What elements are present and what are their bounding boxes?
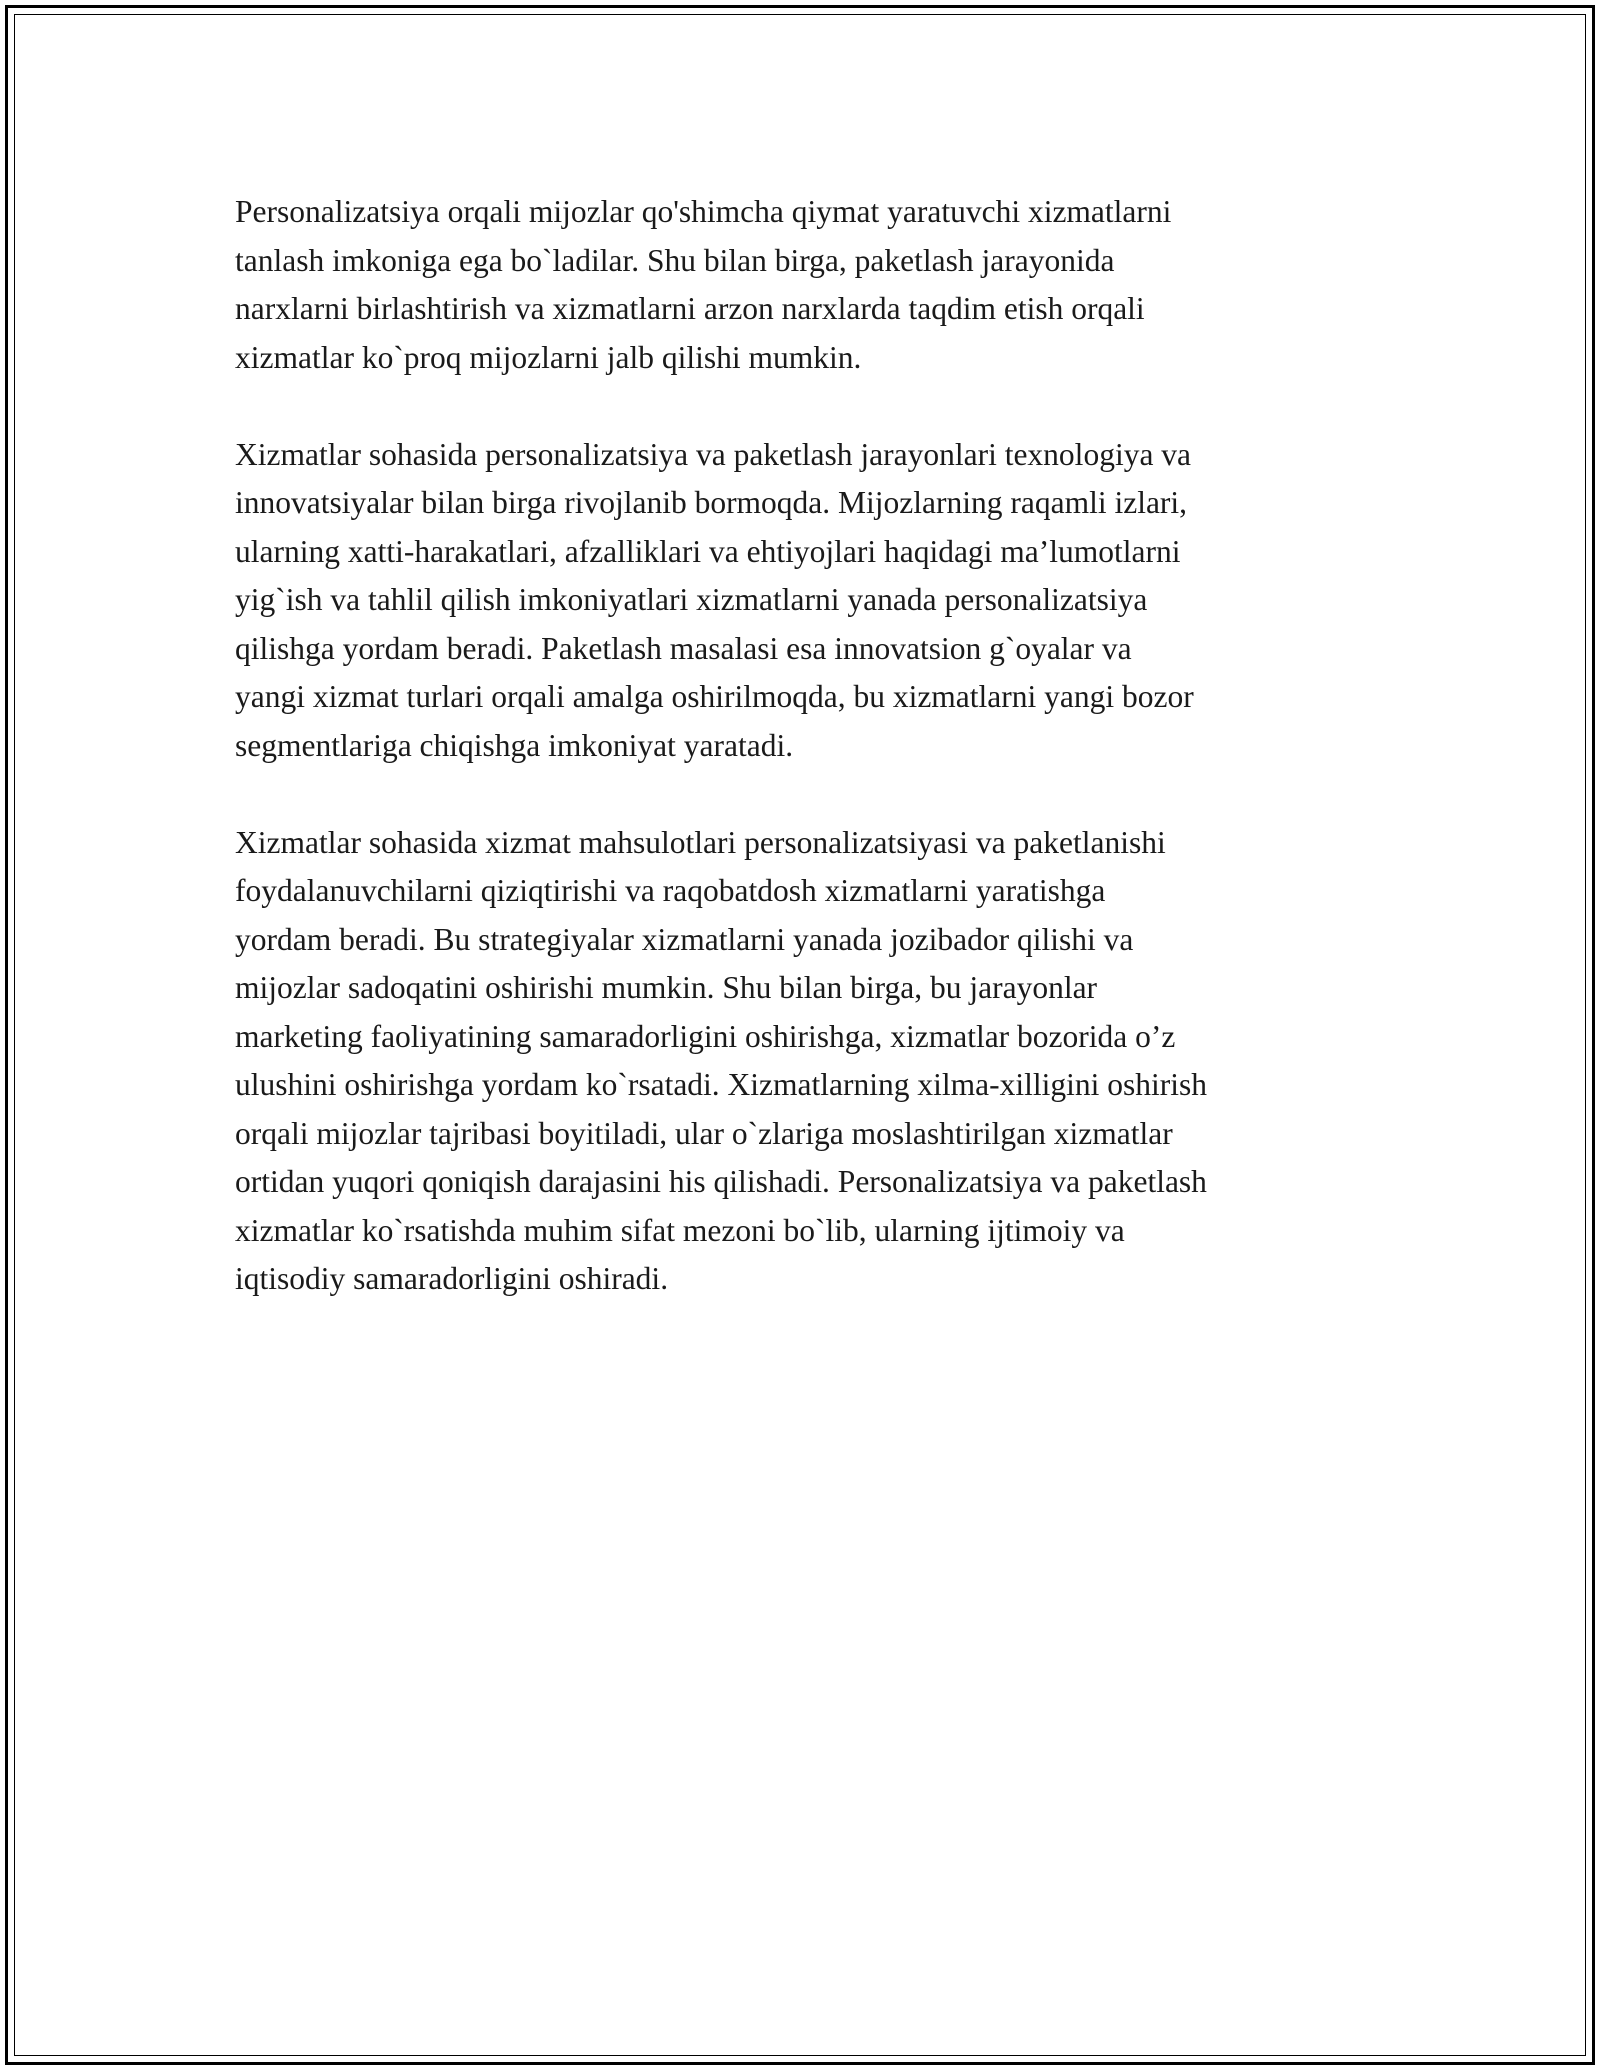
text-line: ulushini oshirishga yordam ko`rsatadi. Xizmatlarning xilma-xilligini oshirish xyxy=(235,1067,1207,1102)
text-line: narxlarni birlashtirish va xizmatlarni arzon narxlarda taqdim etish orqali xyxy=(235,291,1145,326)
paragraph-1 xyxy=(235,188,1395,382)
text-line: Personalizatsiya orqali mijozlar qo'shimcha qiymat yaratuvchi xizmatlarni xyxy=(235,194,1172,229)
text-line: iqtisodiy samaradorligini oshiradi. xyxy=(235,1261,669,1296)
text-line: foydalanuvchilarni qiziqtirishi va raqobatdosh xizmatlarni yaratishga xyxy=(235,873,1106,908)
text-line: ortidan yuqori qoniqish darajasini his qilishadi. Personalizatsiya va paketlash xyxy=(235,1164,1207,1199)
text-line: Xizmatlar sohasida personalizatsiya va paketlash jarayonlari texnologiya va xyxy=(235,436,1192,472)
text-line: xizmatlar ko`rsatishda muhim sifat mezoni bo`lib, ularning ijtimoiy va xyxy=(235,1212,1125,1248)
text-line: yangi xizmat turlari orqali amalga oshirilmoqda, bu xizmatlarni yangi bozor xyxy=(235,679,1194,714)
text-line: qilishga yordam beradi. Paketlash masalasi esa innovatsion g`oyalar va xyxy=(235,630,1132,666)
text-line: orqali mijozlar tajribasi boyitiladi, ular o`zlariga moslashtirilgan xizmatlar xyxy=(235,1115,1173,1151)
text-line: innovatsiyalar bilan birga rivojlanib bormoqda. Mijozlarning raqamli izlari, xyxy=(235,485,1188,520)
text-line: Xizmatlar sohasida xizmat mahsulotlari personalizatsiyasi va paketlanishi xyxy=(235,824,1166,860)
text-line: ularning xatti-harakatlari, afzalliklari va ehtiyojlari haqidagi ma’lumotlarni xyxy=(235,533,1181,569)
text-line: xizmatlar ko`proq mijozlarni jalb qilishi mumkin. xyxy=(235,339,862,375)
paragraph-2 xyxy=(235,431,1395,771)
text-line: mijozlar sadoqatini oshirishi mumkin. Shu bilan birga, bu jarayonlar xyxy=(235,970,1098,1005)
text-line: yordam beradi. Bu strategiyalar xizmatlarni yanada jozibador qilishi va xyxy=(235,921,1134,957)
text-line: tanlash imkoniga ega bo`ladilar. Shu bilan birga, paketlash jarayonida xyxy=(235,242,1115,278)
paragraph-3 xyxy=(235,819,1395,1304)
text-line: marketing faoliyatining samaradorligini oshirishga, xizmatlar bozorida o’z xyxy=(235,1018,1176,1054)
document-body xyxy=(235,188,1395,1352)
text-line: yig`ish va tahlil qilish imkoniyatlari xizmatlarni yanada personalizatsiya xyxy=(235,582,1148,617)
text-line: segmentlariga chiqishga imkoniyat yaratadi. xyxy=(235,727,794,763)
